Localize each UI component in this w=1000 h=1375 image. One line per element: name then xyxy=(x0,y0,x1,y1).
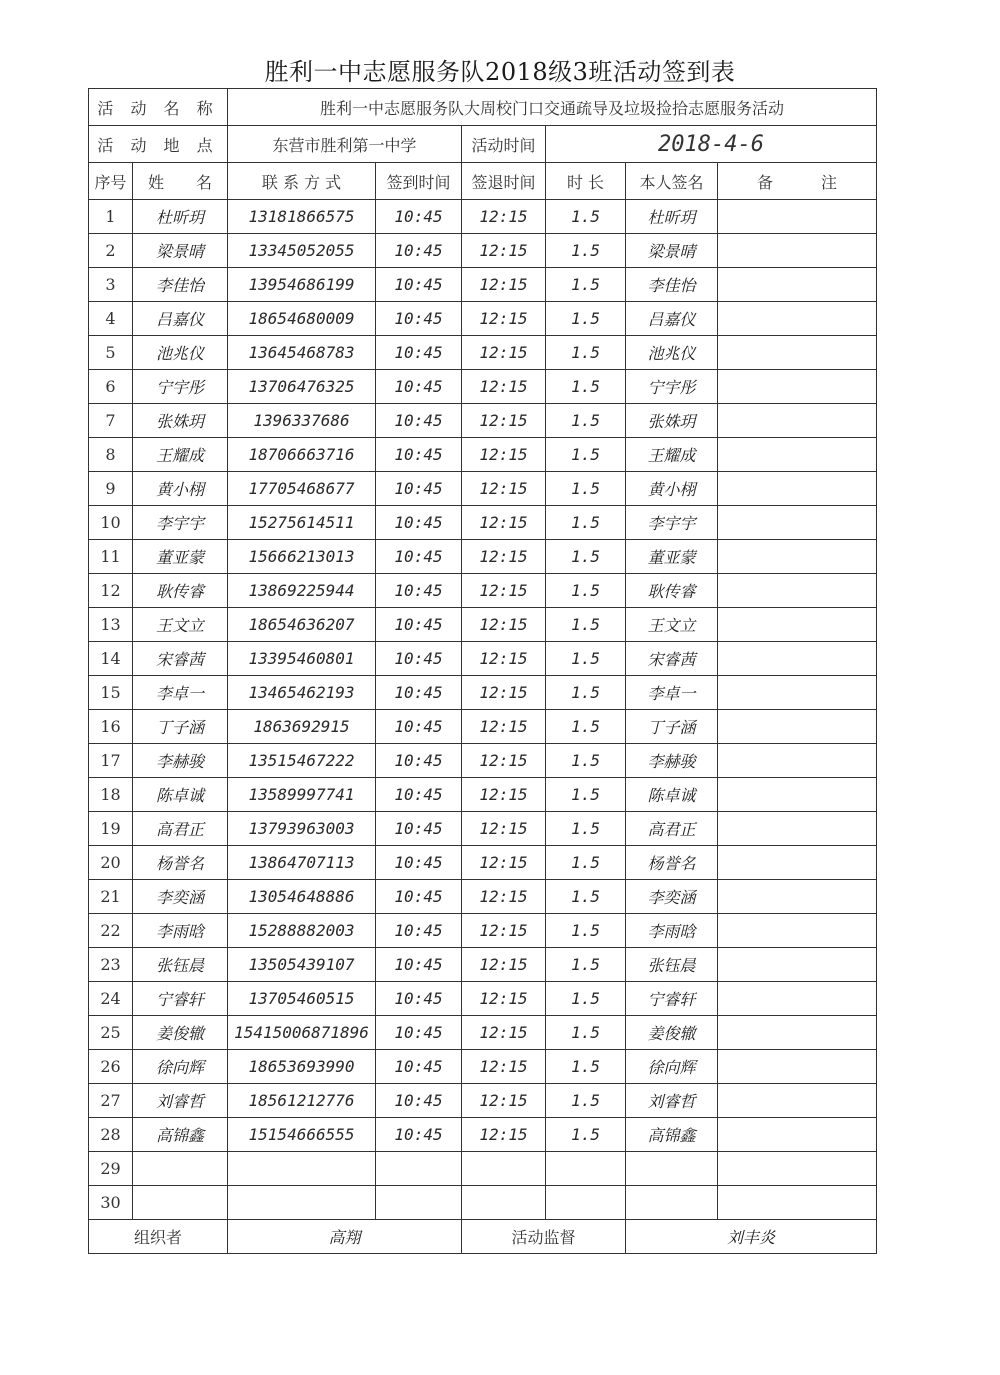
table-row xyxy=(89,404,877,438)
row-name: 徐向辉 xyxy=(133,1050,228,1084)
row-note xyxy=(718,608,877,642)
row-signature: 王文立 xyxy=(626,608,718,642)
row-name: 高锦鑫 xyxy=(133,1118,228,1152)
row-name: 梁景晴 xyxy=(133,234,228,268)
table-row xyxy=(89,268,877,302)
row-phone: 18561212776 xyxy=(228,1084,376,1118)
row-note xyxy=(718,1152,877,1186)
row-seq: 24 xyxy=(89,982,133,1016)
table-row xyxy=(89,1084,877,1118)
row-phone: 13465462193 xyxy=(228,676,376,710)
row-seq: 26 xyxy=(89,1050,133,1084)
row-seq: 25 xyxy=(89,1016,133,1050)
row-seq: 13 xyxy=(89,608,133,642)
row-phone: 13869225944 xyxy=(228,574,376,608)
row-signature: 李奕涵 xyxy=(626,880,718,914)
row-phone: 13793963003 xyxy=(228,812,376,846)
row-signature: 丁子涵 xyxy=(626,710,718,744)
row-name: 宋睿茜 xyxy=(133,642,228,676)
table-row xyxy=(89,676,877,710)
header-name: 姓 名 xyxy=(133,163,228,200)
row-name: 高君正 xyxy=(133,812,228,846)
header-seq: 序号 xyxy=(89,163,133,200)
row-sign-in-time: 10:45 xyxy=(376,234,462,268)
row-sign-out-time: 12:15 xyxy=(462,608,546,642)
row-duration: 1.5 xyxy=(546,880,626,914)
row-seq: 6 xyxy=(89,370,133,404)
row-seq: 2 xyxy=(89,234,133,268)
row-sign-out-time: 12:15 xyxy=(462,302,546,336)
row-phone: 15154666555 xyxy=(228,1118,376,1152)
row-duration: 1.5 xyxy=(546,778,626,812)
row-sign-in-time: 10:45 xyxy=(376,506,462,540)
row-note xyxy=(718,846,877,880)
row-sign-out-time: 12:15 xyxy=(462,200,546,234)
table-row xyxy=(89,1016,877,1050)
table-row xyxy=(89,778,877,812)
footer-row xyxy=(89,1220,877,1254)
row-note xyxy=(718,676,877,710)
row-duration: 1.5 xyxy=(546,812,626,846)
row-note xyxy=(718,914,877,948)
row-phone: 13054648886 xyxy=(228,880,376,914)
row-name: 王文立 xyxy=(133,608,228,642)
table-row xyxy=(89,744,877,778)
row-sign-out-time: 12:15 xyxy=(462,812,546,846)
row-name xyxy=(133,1152,228,1186)
row-duration: 1.5 xyxy=(546,710,626,744)
row-name: 丁子涵 xyxy=(133,710,228,744)
row-sign-out-time: 12:15 xyxy=(462,438,546,472)
column-header-row xyxy=(89,163,877,200)
row-note xyxy=(718,948,877,982)
row-phone: 13706476325 xyxy=(228,370,376,404)
row-phone xyxy=(228,1152,376,1186)
row-name: 宁睿轩 xyxy=(133,982,228,1016)
row-sign-out-time: 12:15 xyxy=(462,982,546,1016)
row-duration: 1.5 xyxy=(546,574,626,608)
row-signature: 李卓一 xyxy=(626,676,718,710)
row-signature: 姜俊辙 xyxy=(626,1016,718,1050)
row-duration: 1.5 xyxy=(546,846,626,880)
row-sign-out-time: 12:15 xyxy=(462,1084,546,1118)
table-row xyxy=(89,200,877,234)
row-phone: 15288882003 xyxy=(228,914,376,948)
row-note xyxy=(718,1084,877,1118)
row-signature: 张钰晨 xyxy=(626,948,718,982)
row-sign-in-time: 10:45 xyxy=(376,812,462,846)
table-row xyxy=(89,1118,877,1152)
row-signature: 高锦鑫 xyxy=(626,1118,718,1152)
row-sign-in-time: 10:45 xyxy=(376,200,462,234)
row-seq: 7 xyxy=(89,404,133,438)
row-sign-in-time: 10:45 xyxy=(376,1016,462,1050)
row-signature: 宋睿茜 xyxy=(626,642,718,676)
row-signature: 吕嘉仪 xyxy=(626,302,718,336)
row-sign-in-time: 10:45 xyxy=(376,608,462,642)
row-sign-in-time: 10:45 xyxy=(376,982,462,1016)
table-row xyxy=(89,710,877,744)
row-name: 董亚蒙 xyxy=(133,540,228,574)
row-phone: 15275614511 xyxy=(228,506,376,540)
row-duration: 1.5 xyxy=(546,404,626,438)
row-signature: 杜昕玥 xyxy=(626,200,718,234)
row-signature: 李赫骏 xyxy=(626,744,718,778)
location-label: 活 动 地 点 xyxy=(89,126,228,163)
row-seq: 30 xyxy=(89,1186,133,1220)
row-sign-in-time: 10:45 xyxy=(376,1118,462,1152)
organizer-signature: 高翔 xyxy=(228,1220,462,1254)
row-sign-out-time: 12:15 xyxy=(462,744,546,778)
sign-in-table xyxy=(88,88,877,1254)
row-duration: 1.5 xyxy=(546,336,626,370)
row-duration: 1.5 xyxy=(546,200,626,234)
row-seq: 1 xyxy=(89,200,133,234)
table-row xyxy=(89,472,877,506)
row-note xyxy=(718,1118,877,1152)
row-sign-out-time: 12:15 xyxy=(462,1016,546,1050)
row-note xyxy=(718,336,877,370)
table-row xyxy=(89,914,877,948)
row-signature: 高君正 xyxy=(626,812,718,846)
row-seq: 15 xyxy=(89,676,133,710)
location-value: 东营市胜利第一中学 xyxy=(228,126,462,163)
organizer-label: 组织者 xyxy=(89,1220,228,1254)
row-sign-out-time: 12:15 xyxy=(462,574,546,608)
table-row xyxy=(89,812,877,846)
row-seq: 10 xyxy=(89,506,133,540)
row-seq: 21 xyxy=(89,880,133,914)
row-duration: 1.5 xyxy=(546,472,626,506)
row-sign-out-time: 12:15 xyxy=(462,778,546,812)
table-row xyxy=(89,1186,877,1220)
row-sign-out-time: 12:15 xyxy=(462,914,546,948)
row-sign-in-time: 10:45 xyxy=(376,404,462,438)
header-duration: 时 长 xyxy=(546,163,626,200)
row-sign-out-time: 12:15 xyxy=(462,846,546,880)
row-sign-in-time: 10:45 xyxy=(376,880,462,914)
row-seq: 16 xyxy=(89,710,133,744)
activity-name-row xyxy=(89,89,877,126)
row-phone: 13345052055 xyxy=(228,234,376,268)
row-seq: 14 xyxy=(89,642,133,676)
row-phone: 15415006871896 xyxy=(228,1016,376,1050)
row-note xyxy=(718,778,877,812)
row-duration: 1.5 xyxy=(546,948,626,982)
row-phone: 18706663716 xyxy=(228,438,376,472)
row-phone: 13705460515 xyxy=(228,982,376,1016)
row-signature: 李雨晗 xyxy=(626,914,718,948)
row-sign-in-time xyxy=(376,1186,462,1220)
row-signature: 徐向辉 xyxy=(626,1050,718,1084)
row-name: 吕嘉仪 xyxy=(133,302,228,336)
time-value: 2018-4-6 xyxy=(546,126,877,163)
row-sign-out-time: 12:15 xyxy=(462,642,546,676)
row-name: 李宇宇 xyxy=(133,506,228,540)
supervisor-signature: 刘丰炎 xyxy=(626,1220,877,1254)
row-name: 李佳怡 xyxy=(133,268,228,302)
row-name xyxy=(133,1186,228,1220)
header-signature: 本人签名 xyxy=(626,163,718,200)
row-note xyxy=(718,302,877,336)
row-seq: 4 xyxy=(89,302,133,336)
row-duration xyxy=(546,1186,626,1220)
row-signature: 王耀成 xyxy=(626,438,718,472)
table-row xyxy=(89,880,877,914)
row-name: 杜昕玥 xyxy=(133,200,228,234)
row-seq: 9 xyxy=(89,472,133,506)
row-signature: 黄小栩 xyxy=(626,472,718,506)
row-duration: 1.5 xyxy=(546,268,626,302)
activity-name-label: 活 动 名 称 xyxy=(89,89,228,126)
row-phone: 13505439107 xyxy=(228,948,376,982)
row-seq: 29 xyxy=(89,1152,133,1186)
row-signature: 宁宇彤 xyxy=(626,370,718,404)
row-name: 黄小栩 xyxy=(133,472,228,506)
row-phone: 18654680009 xyxy=(228,302,376,336)
row-sign-out-time: 12:15 xyxy=(462,404,546,438)
row-duration: 1.5 xyxy=(546,608,626,642)
row-note xyxy=(718,404,877,438)
row-duration: 1.5 xyxy=(546,302,626,336)
row-sign-out-time: 12:15 xyxy=(462,1050,546,1084)
row-phone: 13645468783 xyxy=(228,336,376,370)
row-sign-in-time: 10:45 xyxy=(376,472,462,506)
row-signature: 陈卓诚 xyxy=(626,778,718,812)
row-note xyxy=(718,1050,877,1084)
row-seq: 17 xyxy=(89,744,133,778)
table-row xyxy=(89,1050,877,1084)
row-sign-in-time: 10:45 xyxy=(376,846,462,880)
table-row xyxy=(89,370,877,404)
row-sign-in-time: 10:45 xyxy=(376,778,462,812)
row-note xyxy=(718,710,877,744)
row-sign-out-time: 12:15 xyxy=(462,234,546,268)
row-note xyxy=(718,1016,877,1050)
row-name: 李奕涵 xyxy=(133,880,228,914)
activity-name-value: 胜利一中志愿服务队大周校门口交通疏导及垃圾捡拾志愿服务活动 xyxy=(228,89,877,126)
row-phone: 13515467222 xyxy=(228,744,376,778)
row-sign-out-time: 12:15 xyxy=(462,506,546,540)
row-note xyxy=(718,234,877,268)
row-phone: 13395460801 xyxy=(228,642,376,676)
table-row xyxy=(89,234,877,268)
row-sign-out-time: 12:15 xyxy=(462,1118,546,1152)
row-note xyxy=(718,642,877,676)
row-duration: 1.5 xyxy=(546,914,626,948)
row-sign-in-time: 10:45 xyxy=(376,676,462,710)
row-duration: 1.5 xyxy=(546,744,626,778)
table-row xyxy=(89,336,877,370)
row-signature: 杨誉名 xyxy=(626,846,718,880)
row-phone: 1863692915 xyxy=(228,710,376,744)
row-seq: 23 xyxy=(89,948,133,982)
row-signature xyxy=(626,1186,718,1220)
time-label: 活动时间 xyxy=(462,126,546,163)
row-sign-in-time: 10:45 xyxy=(376,744,462,778)
row-sign-out-time: 12:15 xyxy=(462,676,546,710)
row-duration: 1.5 xyxy=(546,1084,626,1118)
header-sign-in: 签到时间 xyxy=(376,163,462,200)
row-seq: 8 xyxy=(89,438,133,472)
row-sign-out-time: 12:15 xyxy=(462,472,546,506)
row-signature: 宁睿轩 xyxy=(626,982,718,1016)
row-sign-out-time: 12:15 xyxy=(462,540,546,574)
row-phone: 18654636207 xyxy=(228,608,376,642)
row-name: 李雨晗 xyxy=(133,914,228,948)
row-note xyxy=(718,880,877,914)
row-signature: 耿传睿 xyxy=(626,574,718,608)
row-name: 张姝玥 xyxy=(133,404,228,438)
row-seq: 18 xyxy=(89,778,133,812)
row-note xyxy=(718,370,877,404)
row-name: 张钰晨 xyxy=(133,948,228,982)
row-sign-out-time: 12:15 xyxy=(462,268,546,302)
table-row xyxy=(89,982,877,1016)
row-sign-in-time: 10:45 xyxy=(376,438,462,472)
row-duration: 1.5 xyxy=(546,506,626,540)
row-seq: 11 xyxy=(89,540,133,574)
row-note xyxy=(718,268,877,302)
header-note: 备 注 xyxy=(718,163,877,200)
row-duration: 1.5 xyxy=(546,540,626,574)
row-seq: 19 xyxy=(89,812,133,846)
row-sign-in-time: 10:45 xyxy=(376,370,462,404)
row-duration xyxy=(546,1152,626,1186)
row-sign-out-time: 12:15 xyxy=(462,336,546,370)
row-signature: 李宇宇 xyxy=(626,506,718,540)
row-duration: 1.5 xyxy=(546,438,626,472)
table-row xyxy=(89,608,877,642)
row-duration: 1.5 xyxy=(546,370,626,404)
row-duration: 1.5 xyxy=(546,676,626,710)
row-name: 宁宇彤 xyxy=(133,370,228,404)
table-row xyxy=(89,642,877,676)
row-name: 姜俊辙 xyxy=(133,1016,228,1050)
row-name: 王耀成 xyxy=(133,438,228,472)
row-name: 杨誉名 xyxy=(133,846,228,880)
row-phone: 13589997741 xyxy=(228,778,376,812)
row-seq: 27 xyxy=(89,1084,133,1118)
row-sign-in-time: 10:45 xyxy=(376,710,462,744)
table-row xyxy=(89,846,877,880)
page-title: 胜利一中志愿服务队2018级3班活动签到表 xyxy=(264,58,736,86)
row-name: 池兆仪 xyxy=(133,336,228,370)
row-sign-out-time: 12:15 xyxy=(462,948,546,982)
row-duration: 1.5 xyxy=(546,1016,626,1050)
row-note xyxy=(718,438,877,472)
row-note xyxy=(718,982,877,1016)
header-contact: 联 系 方 式 xyxy=(228,163,376,200)
row-name: 耿传睿 xyxy=(133,574,228,608)
table-row xyxy=(89,948,877,982)
row-sign-in-time: 10:45 xyxy=(376,268,462,302)
row-name: 李赫骏 xyxy=(133,744,228,778)
row-signature: 董亚蒙 xyxy=(626,540,718,574)
row-sign-out-time: 12:15 xyxy=(462,880,546,914)
row-note xyxy=(718,574,877,608)
row-sign-in-time: 10:45 xyxy=(376,1050,462,1084)
row-sign-in-time xyxy=(376,1152,462,1186)
row-sign-out-time: 12:15 xyxy=(462,370,546,404)
row-note xyxy=(718,812,877,846)
row-phone: 13181866575 xyxy=(228,200,376,234)
table-row xyxy=(89,506,877,540)
table-row xyxy=(89,574,877,608)
table-row xyxy=(89,540,877,574)
supervisor-label: 活动监督 xyxy=(462,1220,626,1254)
row-phone: 15666213013 xyxy=(228,540,376,574)
row-sign-in-time: 10:45 xyxy=(376,948,462,982)
row-note xyxy=(718,1186,877,1220)
row-phone: 18653693990 xyxy=(228,1050,376,1084)
row-seq: 22 xyxy=(89,914,133,948)
row-phone: 13864707113 xyxy=(228,846,376,880)
row-duration: 1.5 xyxy=(546,642,626,676)
row-sign-in-time: 10:45 xyxy=(376,574,462,608)
row-sign-in-time: 10:45 xyxy=(376,336,462,370)
row-note xyxy=(718,506,877,540)
row-note xyxy=(718,540,877,574)
row-signature: 梁景晴 xyxy=(626,234,718,268)
row-duration: 1.5 xyxy=(546,1118,626,1152)
row-seq: 3 xyxy=(89,268,133,302)
row-sign-in-time: 10:45 xyxy=(376,914,462,948)
row-duration: 1.5 xyxy=(546,1050,626,1084)
row-duration: 1.5 xyxy=(546,234,626,268)
row-sign-in-time: 10:45 xyxy=(376,302,462,336)
row-note xyxy=(718,200,877,234)
row-seq: 12 xyxy=(89,574,133,608)
row-phone: 17705468677 xyxy=(228,472,376,506)
row-sign-in-time: 10:45 xyxy=(376,642,462,676)
row-name: 李卓一 xyxy=(133,676,228,710)
row-seq: 20 xyxy=(89,846,133,880)
row-sign-out-time: 12:15 xyxy=(462,710,546,744)
row-name: 刘睿哲 xyxy=(133,1084,228,1118)
header-sign-out: 签退时间 xyxy=(462,163,546,200)
row-signature: 李佳怡 xyxy=(626,268,718,302)
row-signature: 张姝玥 xyxy=(626,404,718,438)
row-sign-out-time xyxy=(462,1152,546,1186)
row-note xyxy=(718,744,877,778)
row-sign-out-time xyxy=(462,1186,546,1220)
row-phone xyxy=(228,1186,376,1220)
row-phone: 13954686199 xyxy=(228,268,376,302)
table-row xyxy=(89,1152,877,1186)
table-row xyxy=(89,302,877,336)
activity-location-row xyxy=(89,126,877,163)
row-sign-in-time: 10:45 xyxy=(376,1084,462,1118)
row-seq: 5 xyxy=(89,336,133,370)
row-note xyxy=(718,472,877,506)
row-sign-in-time: 10:45 xyxy=(376,540,462,574)
row-signature: 池兆仪 xyxy=(626,336,718,370)
row-name: 陈卓诚 xyxy=(133,778,228,812)
row-duration: 1.5 xyxy=(546,982,626,1016)
row-seq: 28 xyxy=(89,1118,133,1152)
table-row xyxy=(89,438,877,472)
row-phone: 1396337686 xyxy=(228,404,376,438)
row-signature xyxy=(626,1152,718,1186)
row-signature: 刘睿哲 xyxy=(626,1084,718,1118)
